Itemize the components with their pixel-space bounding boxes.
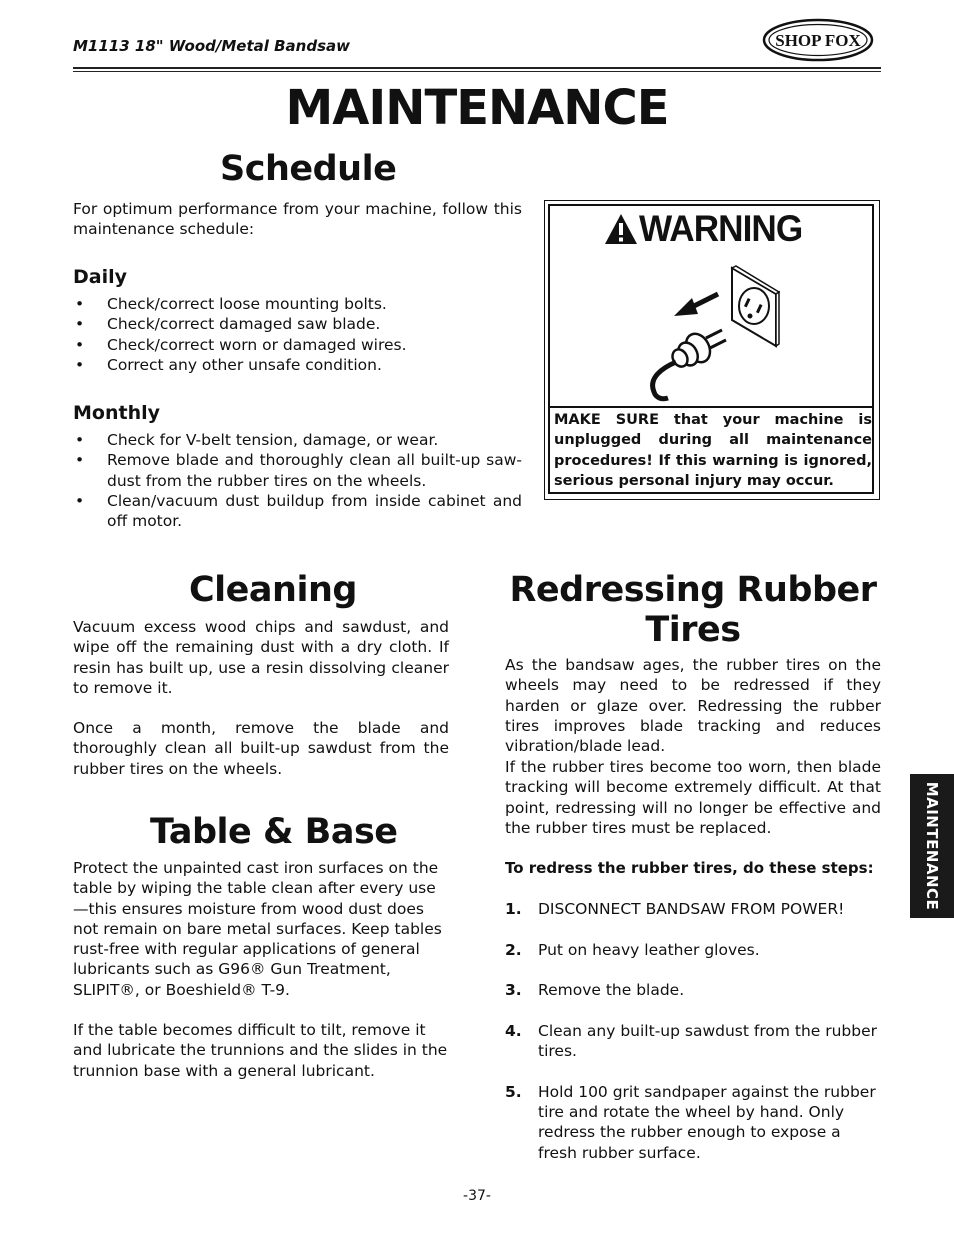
step-text: Put on heavy leather gloves. <box>538 940 760 959</box>
shop-fox-logo <box>762 18 874 62</box>
step-item <box>505 1082 881 1163</box>
daily-list <box>73 294 522 375</box>
redressing-heading-line-2: Tires <box>645 610 741 650</box>
list-item: • Check/correct damaged saw blade. <box>73 314 522 334</box>
cleaning-paragraph-2: Once a month, remove the blade and thoroughly clean all built-up sawdust from the rubber tires on the wheels. <box>73 719 449 778</box>
redress-steps-list <box>505 899 881 1183</box>
step-number: 3. <box>505 981 522 1000</box>
list-item: • Check/correct loose mounting bolts. <box>73 294 522 314</box>
page-title: MAINTENANCE <box>285 80 669 136</box>
cleaning-paragraph-1: Vacuum excess wood chips and sawdust, and wipe off the remaining dust with a dry cloth. If resin has built up, use a resin dissolving cleaner to remove it. <box>73 618 449 697</box>
step-text: Remove the blade. <box>538 981 685 1000</box>
warning-triangle-icon <box>604 212 638 250</box>
monthly-list <box>73 430 522 531</box>
page-number: -37- <box>463 1188 491 1204</box>
table-base-paragraph-2: If the table becomes difficult to tilt, remove it and lubricate the trunnions and the slides in the trunnion base with a general lubricant. <box>73 1021 448 1080</box>
unplug-plug-icon <box>648 264 784 406</box>
warning-label: WARNING <box>639 208 803 249</box>
redressing-heading <box>505 570 881 650</box>
svg-text:SHOP FOX: SHOP FOX <box>775 31 861 50</box>
table-base-heading: Table & Base <box>150 812 398 852</box>
step-item <box>505 940 881 960</box>
schedule-intro: For optimum performance from your machine, follow this maintenance schedule: <box>73 200 522 239</box>
step-number: 5. <box>505 1082 522 1101</box>
step-number: 4. <box>505 1021 522 1040</box>
list-item: • Check/correct worn or damaged wires. <box>73 335 522 355</box>
redressing-paragraph-1: As the bandsaw ages, the rubber tires on the wheels may need to be redressed if they harden or glaze over. Redressing the rubber tires improves blade tracking and reduces vibration/blade lead. <box>505 656 881 756</box>
cleaning-heading: Cleaning <box>189 570 357 610</box>
step-number: 1. <box>505 900 522 918</box>
header-rule <box>73 67 881 69</box>
redressing-paragraph-2: If the rubber tires become too worn, then blade tracking will become extremely difficult. At that point, redressing will no longer be effective and the rubber tires must be replaced. <box>505 758 881 837</box>
step-text: Hold 100 grit sandpaper against the rubber tire and rotate the wheel by hand. Only redress the rubber enough to expose a fresh rubber surface. <box>538 1082 876 1162</box>
step-text: DISCONNECT BANDSAW FROM POWER! <box>538 900 845 918</box>
header-rule-thin <box>73 71 881 72</box>
list-item: • Remove blade and thoroughly clean all built-up saw-dust from the rubber tires on the wheels. <box>73 450 522 491</box>
daily-heading: Daily <box>73 266 128 288</box>
list-item: • Correct any other unsafe condition. <box>73 355 522 375</box>
list-item: • Check for V-belt tension, damage, or wear. <box>73 430 522 450</box>
redressing-heading-line-1: Redressing Rubber <box>509 570 877 610</box>
manual-title: M1113 18" Wood/Metal Bandsaw <box>73 37 350 55</box>
step-item <box>505 980 881 1000</box>
warning-text: MAKE SURE that your machine is unplugged during all maintenance procedures! If this warning is ignored, serious personal injury may occur. <box>554 412 872 489</box>
side-tab-label: MAINTENANCE <box>923 781 941 911</box>
schedule-heading: Schedule <box>220 149 397 189</box>
warning-separator <box>548 406 874 408</box>
table-base-paragraph-1: Protect the unpainted cast iron surfaces on the table by wiping the table clean after every use—this ensures moisture from wood dust does not remain on bare metal surfaces. Keep tables rust-free with regular applications of general lubricants such as G96® Gun Treatment, SLIPIT®, or Boeshield® T-9. <box>73 859 442 999</box>
step-text: Clean any built-up sawdust from the rubber tires. <box>538 1021 878 1061</box>
step-number: 2. <box>505 940 522 959</box>
step-item <box>505 899 881 919</box>
redress-steps-intro: To redress the rubber tires, do these steps: <box>505 859 874 877</box>
monthly-heading: Monthly <box>73 402 160 424</box>
list-item: • Clean/vacuum dust buildup from inside cabinet and off motor. <box>73 491 522 532</box>
step-item <box>505 1021 881 1062</box>
section-side-tab <box>910 774 954 918</box>
